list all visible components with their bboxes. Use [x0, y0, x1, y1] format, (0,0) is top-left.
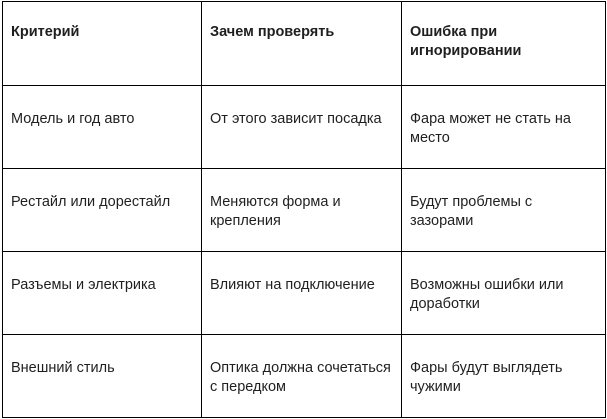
- table-row: [3, 169, 606, 252]
- table-row: [3, 86, 606, 169]
- header-criterion: Критерий: [3, 2, 202, 86]
- cell-why-check: Меняются форма и крепления: [202, 169, 402, 252]
- cell-criterion: Рестайл или дорестайл: [3, 169, 202, 252]
- cell-criterion: Разъемы и электрика: [3, 252, 202, 335]
- cell-criterion: Внешний стиль: [3, 335, 202, 418]
- cell-criterion: Модель и год авто: [3, 86, 202, 169]
- cell-why-check: Влияют на подключение: [202, 252, 402, 335]
- comparison-table: [2, 1, 606, 418]
- cell-why-check: От этого зависит посадка: [202, 86, 402, 169]
- cell-why-check: Оптика должна сочетаться с передком: [202, 335, 402, 418]
- header-error-if-ignored: Ошибка при игнорировании: [402, 2, 606, 86]
- table-row: [3, 252, 606, 335]
- table-body: [3, 86, 606, 418]
- cell-error: Возможны ошибки или доработки: [402, 252, 606, 335]
- table-row: [3, 335, 606, 418]
- header-row: [3, 2, 606, 86]
- cell-error: Будут проблемы с зазорами: [402, 169, 606, 252]
- table-header: [3, 2, 606, 86]
- header-why-check: Зачем проверять: [202, 2, 402, 86]
- cell-error: Фары будут выглядеть чужими: [402, 335, 606, 418]
- cell-error: Фара может не стать на место: [402, 86, 606, 169]
